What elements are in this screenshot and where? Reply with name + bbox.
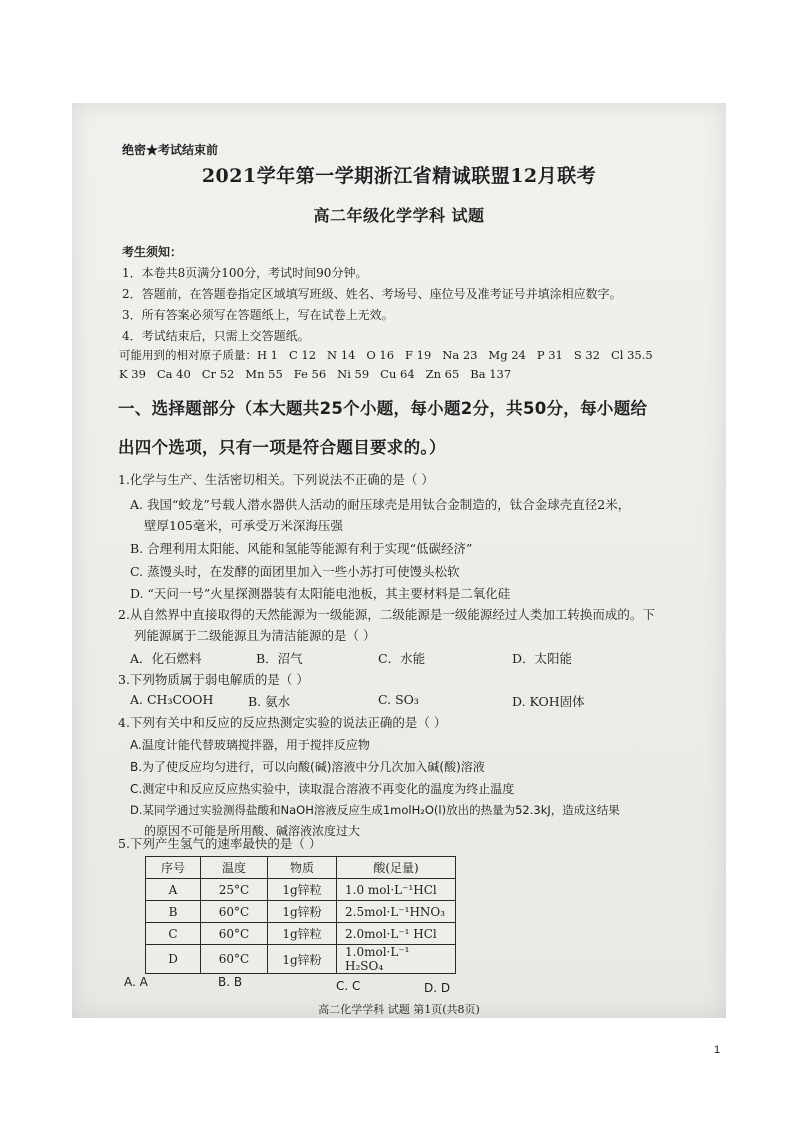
- q4-option-c: C.测定中和反应反应热实验中，读取混合溶液不再变化的温度为终止温度: [130, 782, 515, 796]
- table-cell: 2.0mol·L⁻¹ HCl: [337, 923, 456, 945]
- q2-option-a: A．化石燃料: [130, 651, 202, 666]
- q3-option-a: A. CH₃COOH: [130, 692, 214, 707]
- page-footer: 高二化学学科 试题 第1页(共8页): [318, 1003, 480, 1016]
- q4-option-b: B.为了使反应均匀进行，可以向酸(碱)溶液中分几次加入碱(酸)溶液: [130, 760, 485, 774]
- q2-option-d: D．太阳能: [512, 651, 573, 666]
- exam-title: 2021学年第一学期浙江省精诚联盟12月联考: [201, 165, 597, 187]
- table-row: [146, 945, 456, 974]
- q4-option-d: D.某同学通过实验测得盐酸和NaOH溶液反应生成1molH₂O(l)放出的热量为52.3kJ，造成这结果: [130, 803, 620, 817]
- table-cell: A: [146, 879, 201, 901]
- q1-option-a: A. 我国“蛟龙”号载人潜水器供人活动的耐压球壳是用钛合金制造的，钛合金球壳直径2米，: [130, 497, 631, 512]
- atomic-mass-line-2: K 39 Ca 40 Cr 52 Mn 55 Fe 56 Ni 59 Cu 64 Zn 65 Ba 137: [119, 367, 512, 381]
- notice-item-1: 1．本卷共8页满分100分，考试时间90分钟。: [122, 266, 368, 280]
- table-cell: 1.0 mol·L⁻¹HCl: [337, 879, 456, 901]
- table-cell: 60°C: [201, 945, 268, 974]
- q2-stem-1: 2.从自然界中直接取得的天然能源为一级能源，二级能源是一级能源经过人类加工转换而成的。下: [118, 607, 655, 622]
- q1-stem: 1.化学与生产、生活密切相关。下列说法不正确的是（ ）: [118, 472, 434, 487]
- notice-item-4: 4．考试结束后，只需上交答题纸。: [122, 329, 310, 343]
- notice-heading: 考生须知：: [122, 245, 183, 259]
- q4-stem: 4.下列有关中和反应的反应热测定实验的说法正确的是（ ）: [118, 715, 447, 730]
- table-cell: 1g锌粉: [268, 945, 337, 974]
- table-cell: 1g锌粉: [268, 901, 337, 923]
- q3-option-b: B. 氨水: [248, 694, 291, 709]
- q4-option-a: A.温度计能代替玻璃搅拌器，用于搅拌反应物: [130, 738, 370, 752]
- table-header-cell: 酸(足量): [337, 857, 456, 879]
- table-header-cell: 温度: [201, 857, 268, 879]
- notice-item-3: 3．所有答案必须写在答题纸上，写在试卷上无效。: [122, 308, 394, 322]
- q5-option-d: D. D: [424, 981, 451, 995]
- table-cell: 60°C: [201, 923, 268, 945]
- table-cell: 25°C: [201, 879, 268, 901]
- q3-option-d: D. KOH固体: [512, 694, 585, 709]
- scanned-exam-page: [72, 103, 726, 1018]
- table-row: [146, 879, 456, 901]
- table-cell: B: [146, 901, 201, 923]
- notice-item-2: 2．答题前，在答题卷指定区域填写班级、姓名、考场号、座位号及准考证号并填涂相应数字。: [122, 287, 622, 301]
- q1-option-b: B. 合理利用太阳能、风能和氢能等能源有利于实现“低碳经济”: [130, 541, 473, 556]
- q2-option-c: C．水能: [378, 651, 426, 666]
- q1-option-d: D. “天问一号”火星探测器装有太阳能电池板，其主要材料是二氧化硅: [130, 586, 511, 601]
- q4-option-d-cont: 的原因不可能是所用酸、碱溶液浓度过大: [144, 824, 361, 838]
- q2-option-b: B．沼气: [256, 651, 303, 666]
- atomic-mass-line-1: 可能用到的相对原子质量：H 1 C 12 N 14 O 16 F 19 Na 23 Mg 24 P 31 S 32 Cl 35.5: [119, 348, 653, 362]
- section-heading-line-1: 一、选择题部分（本大题共25个小题，每小题2分，共50分，每小题给: [118, 399, 648, 418]
- page-number: 1: [714, 1044, 721, 1056]
- q5-option-a: A. A: [124, 975, 148, 989]
- q5-option-c: C. C: [336, 979, 361, 993]
- table-header-cell: 序号: [146, 857, 201, 879]
- confidential-mark: 绝密★考试结束前: [122, 143, 219, 157]
- table-cell: 60°C: [201, 901, 268, 923]
- table-cell: C: [146, 923, 201, 945]
- q2-stem-2: 列能源属于二级能源且为清洁能源的是（ ）: [134, 628, 376, 643]
- table-row: [146, 901, 456, 923]
- table-header-row: [146, 857, 456, 879]
- q1-option-a-cont: 壁厚105毫米，可承受万米深海压强: [144, 518, 343, 533]
- table-cell: 1g锌粒: [268, 923, 337, 945]
- table-cell: 1g锌粒: [268, 879, 337, 901]
- table-cell: 2.5mol·L⁻¹HNO₃: [337, 901, 456, 923]
- section-heading-line-2: 出四个选项，只有一项是符合题目要求的。）: [118, 438, 446, 457]
- q1-option-c: C. 蒸馒头时，在发酵的面团里加入一些小苏打可使馒头松软: [130, 564, 460, 579]
- q3-option-c: C. SO₃: [378, 692, 419, 707]
- exam-subtitle: 高二年级化学学科 试题: [313, 206, 485, 225]
- table-cell: D: [146, 945, 201, 974]
- q5-stem: 5.下列产生氢气的速率最快的是（ ）: [118, 836, 322, 851]
- table-header-cell: 物质: [268, 857, 337, 879]
- table-cell: 1.0mol·L⁻¹ H₂SO₄: [337, 945, 456, 974]
- q5-option-b: B. B: [218, 975, 243, 989]
- q5-reaction-table: [145, 856, 456, 974]
- table-row: [146, 923, 456, 945]
- q3-stem: 3.下列物质属于弱电解质的是（ ）: [118, 672, 309, 687]
